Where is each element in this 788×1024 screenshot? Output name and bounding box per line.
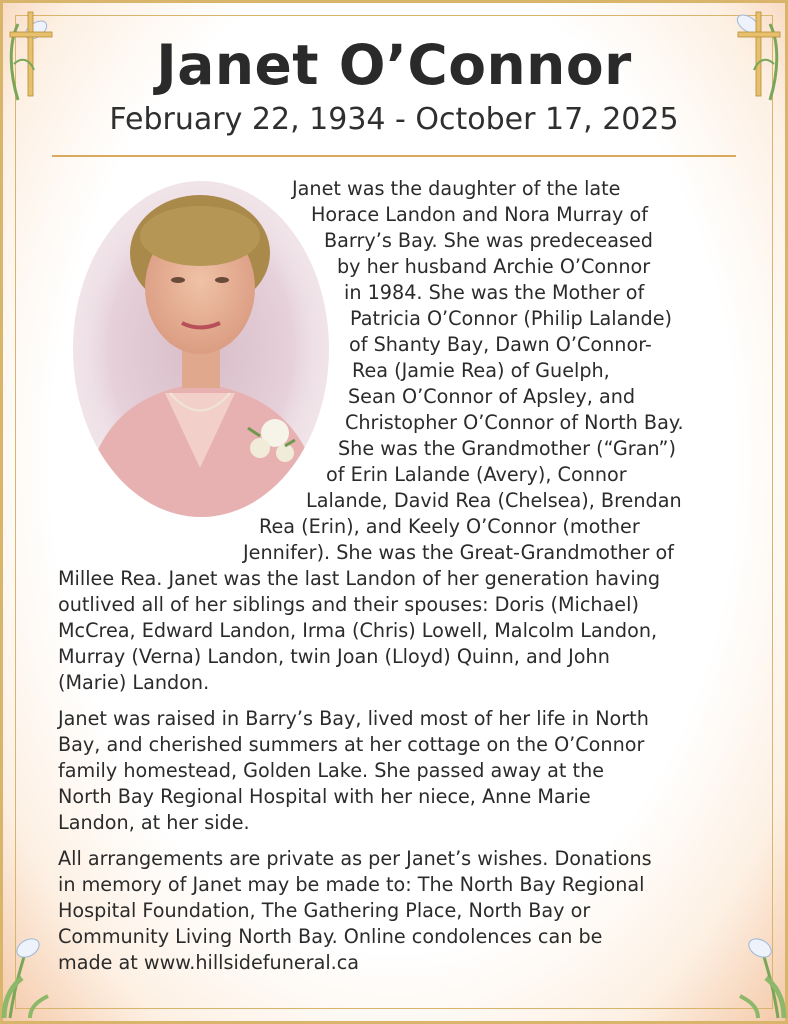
text-line: Janet was raised in Barry’s Bay, lived most of her life in North xyxy=(58,707,649,730)
obituary-paragraph-1-continued xyxy=(58,566,660,696)
text-line: Bay, and cherished summers at her cottage on the O’Connor xyxy=(58,733,645,756)
text-line: (Marie) Landon. xyxy=(58,671,210,694)
text-line: Millee Rea. Janet was the last Landon of her generation having xyxy=(58,567,661,590)
text-line: Christopher O’Connor of North Bay. xyxy=(345,411,684,434)
divider-rule xyxy=(52,155,736,157)
website-link-line: made at www.hillsidefuneral.ca xyxy=(58,951,360,974)
deceased-name: Janet O’Connor xyxy=(156,33,632,97)
text-line: outlived all of her siblings and their spouses: Doris (Michael) xyxy=(58,593,639,616)
text-line: Horace Landon and Nora Murray of xyxy=(311,203,648,226)
text-line: family homestead, Golden Lake. She passed away at the xyxy=(58,759,605,782)
text-line: by her husband Archie O’Connor xyxy=(337,255,651,278)
portrait-photo xyxy=(70,178,332,520)
text-line: Landon, at her side. xyxy=(58,811,250,834)
text-line: of Erin Lalande (Avery), Connor xyxy=(326,463,627,486)
text-line: of Shanty Bay, Dawn O’Connor- xyxy=(349,333,652,356)
calla-lily-bottom-left-icon xyxy=(0,930,60,1020)
text-line: Murray (Verna) Landon, twin Joan (Lloyd) Quinn, and John xyxy=(58,645,610,668)
text-line: in 1984. She was the Mother of xyxy=(344,281,645,304)
text-line: Lalande, David Rea (Chelsea), Brendan xyxy=(306,489,682,512)
obituary-paragraph-2 xyxy=(58,706,738,836)
text-line: North Bay Regional Hospital with her niece, Anne Marie xyxy=(58,785,591,808)
text-line: Rea (Erin), and Keely O’Connor (mother xyxy=(259,515,640,538)
text-line: Hospital Foundation, The Gathering Place, North Bay or xyxy=(58,899,591,922)
text-line: in memory of Janet may be made to: The North Bay Regional xyxy=(58,873,645,896)
life-dates: February 22, 1934 - October 17, 2025 xyxy=(109,102,679,137)
text-line: Janet was the daughter of the late xyxy=(292,177,621,200)
text-line: Community Living North Bay. Online condolences can be xyxy=(58,925,603,948)
text-line: Rea (Jamie Rea) of Guelph, xyxy=(352,359,610,382)
obituary-paragraph-3 xyxy=(58,846,738,976)
text-line: Jennifer). She was the Great-Grandmother of xyxy=(243,541,674,564)
text-line: All arrangements are private as per Janet’s wishes. Donations xyxy=(58,847,652,870)
text-line: She was the Grandmother (“Gran”) xyxy=(338,437,676,460)
text-line: Barry’s Bay. She was predeceased xyxy=(324,229,653,252)
text-line: Patricia O’Connor (Philip Lalande) xyxy=(350,307,672,330)
text-line: Sean O’Connor of Apsley, and xyxy=(348,385,636,408)
text-line: McCrea, Edward Landon, Irma (Chris) Lowell, Malcolm Landon, xyxy=(58,619,658,642)
